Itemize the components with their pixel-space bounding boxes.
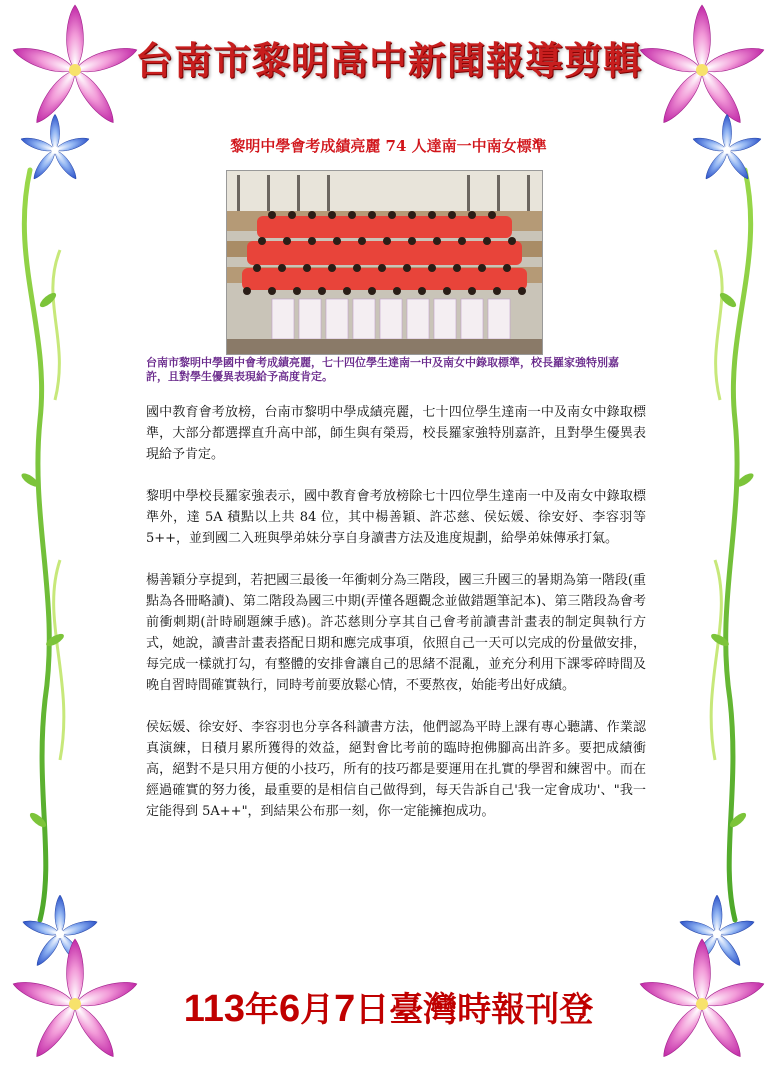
- bottom-right-flower-decoration: [607, 879, 777, 1069]
- date-month-char: 月: [300, 990, 335, 1030]
- article-body: [146, 402, 646, 843]
- page-headline: 台南市黎明高中新聞報導剪輯: [134, 38, 642, 83]
- article-paragraph: 黎明中學校長羅家強表示，國中教育會考放榜除七十四位學生達南一中及南女中錄取標準外，達 5A 積點以上共 84 位，其中楊善穎、許芯慈、侯妘媛、徐安妤、李容羽等 5++，並到國二入班與學弟妹分享自身讀書方法及進度規劃，給學弟妹傳承打氣。: [146, 489, 646, 546]
- article-paragraph: 侯妘媛、徐安妤、李容羽也分享各科讀書方法，他們認為平時上課有專心聽講、作業認真演練，日積月累所獲得的效益，絕對會比考前的臨時抱佛腳高出許多。要把成績衝高，絕對不是只用方便的小技巧，所有的技巧都是要運用在扎實的學習和練習中。而在經過確實的努力後，最重要的是相信自己做得到，每天告訴自己'我一定會成功'、"我一定能得到 5A++"，到結果公布那一刻，你一定能擁抱成功。: [146, 720, 646, 819]
- group-photo: [226, 170, 543, 355]
- date-month-number: 6: [279, 988, 301, 1030]
- top-right-flower-decoration: [607, 0, 777, 190]
- bottom-left-flower-decoration: [0, 879, 170, 1069]
- article-paragraph: 國中教育會考放榜，台南市黎明中學成績亮麗，七十四位學生達南一中及南女中錄取標準，大部分都選擇直升高中部，師生與有榮焉，校長羅家強特別嘉許，且對學生優異表現給予肯定。: [146, 405, 646, 462]
- article-paragraph: 楊善穎分享提到，若把國三最後一年衝刺分為三階段，國三升國三的暑期為第一階段(重點為各冊略讀)、第二階段為國三中期(弄懂各題觀念並做錯題筆記本)、第三階段為會考前衝刺期(計時刷題練手感)。許芯慈則分享其自己會考前讀書計畫表的制定與執行方式，她說，讀書計畫表搭配日期和應完成事項，依照自己一天可以完成的份量做安排，每完成一樣就打勾，有整體的安排會讓自己的思緒不混亂，並充分利用下課零碎時間及晚自習時間確實執行，同時考前要放鬆心情，不要熬夜，始能考出好成績。: [146, 573, 646, 693]
- date-day-number: 7: [334, 988, 356, 1030]
- publication-date: [0, 982, 777, 1031]
- date-year-char: 年: [245, 990, 280, 1030]
- date-year-number: 113: [183, 988, 246, 1030]
- article-title: 黎明中學會考成績亮麗 74 人達南一中南女標準: [230, 137, 547, 155]
- top-left-flower-decoration: [0, 0, 170, 190]
- date-suffix: 日臺灣時報刊登: [355, 990, 594, 1030]
- photo-caption: 台南市黎明中學國中會考成績亮麗，七十四位學生達南一中及南女中錄取標準，校長羅家強特別嘉許，且對學生優異表現給予高度肯定。: [146, 356, 619, 383]
